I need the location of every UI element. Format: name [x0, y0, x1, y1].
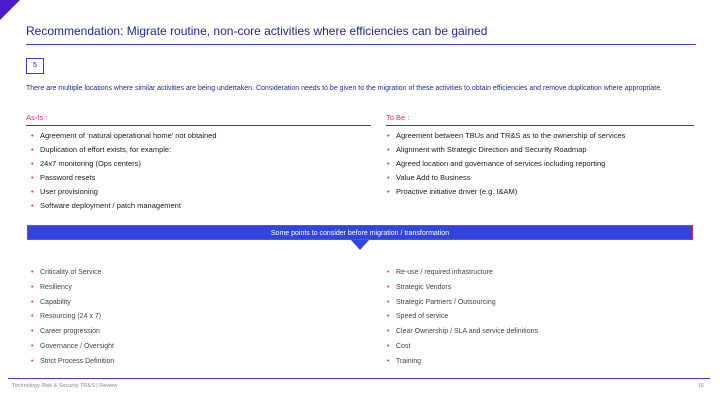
consideration-item: [386, 357, 538, 372]
consideration-text: Strategic Partners / Outsourcing: [396, 298, 496, 306]
consideration-text: Clear Ownership / SLA and service definitions: [396, 328, 539, 336]
bullet-icon: •: [31, 342, 34, 350]
as-is-item: [30, 131, 217, 145]
bullet-icon: •: [31, 173, 34, 183]
as-is-item: [30, 145, 217, 159]
corner-decoration: [0, 0, 20, 20]
footer-divider: [8, 378, 710, 379]
considerations-right-list: [386, 268, 538, 372]
to-be-item: [386, 159, 625, 173]
bullet-icon: •: [387, 357, 390, 365]
bullet-icon: •: [31, 328, 34, 336]
consideration-text: Speed of service: [396, 313, 449, 321]
footer-text: Technology Risk & Security TR&S | Review: [12, 383, 118, 389]
to-be-item-text: Agreed location and governance of services including reporting: [396, 159, 606, 169]
bullet-icon: •: [31, 201, 34, 211]
to-be-item-text: Alignment with Strategic Direction and Security Roadmap: [396, 145, 587, 155]
consideration-item: [30, 312, 114, 327]
to-be-item-text: Proactive initiative driver (e.g. I&AM): [396, 187, 518, 197]
page-number: 16: [697, 383, 704, 389]
bullet-icon: •: [31, 269, 34, 276]
page-title: Recommendation: Migrate routine, non-core activities where efficiencies can be gained: [26, 24, 488, 38]
as-is-item-text: Agreement of ‘natural operational home’ not obtained: [40, 131, 217, 140]
bullet-icon: •: [387, 187, 390, 197]
consideration-item: [30, 283, 114, 298]
as-is-list: [30, 131, 217, 216]
bullet-icon: •: [387, 145, 390, 155]
consideration-text: Criticality of Service: [40, 269, 102, 276]
consideration-item: [30, 298, 114, 313]
intro-text: There are multiple locations where similar activities are being undertaken. Consideration needs to be given to the migration of these activities to obtain efficiencies and remove duplication where appropriate.: [26, 85, 663, 92]
considerations-banner: Some points to consider before migration / transformation: [27, 225, 693, 240]
as-is-item-text: Software deployment / patch management: [40, 201, 181, 211]
consideration-item: [386, 327, 538, 342]
as-is-item: [30, 173, 217, 187]
bullet-icon: •: [387, 342, 390, 350]
to-be-item: [386, 173, 625, 187]
as-is-item-text: User provisioning: [40, 187, 98, 197]
bullet-icon: •: [387, 283, 390, 291]
consideration-text: Capability: [40, 298, 71, 306]
consideration-text: Re-use / required infrastructure: [396, 269, 493, 276]
consideration-text: Career progression: [40, 328, 100, 336]
banner-arrow-icon: [351, 240, 369, 250]
consideration-text: Cost: [396, 342, 411, 350]
consideration-item: [386, 298, 538, 313]
consideration-item: [386, 312, 538, 327]
bullet-icon: •: [31, 298, 34, 306]
consideration-text: Strategic Vendors: [396, 283, 452, 291]
as-is-item: [30, 187, 217, 201]
consideration-item: [30, 327, 114, 342]
consideration-item: [386, 342, 538, 357]
to-be-item-text: Agreement between TBUs and TR&S as to the ownership of services: [396, 131, 626, 140]
bullet-icon: •: [31, 187, 34, 197]
consideration-item: [30, 357, 114, 372]
bullet-icon: •: [387, 173, 390, 183]
as-is-item-text: Duplication of effort exists, for example:: [40, 145, 172, 155]
consideration-text: Governance / Oversight: [40, 342, 114, 350]
consideration-text: Resourcing (24 x 7): [40, 313, 102, 321]
bullet-icon: •: [387, 131, 390, 140]
consideration-item: [386, 268, 538, 283]
as-is-item-text: Password resets: [40, 173, 96, 183]
bullet-icon: •: [31, 145, 34, 155]
to-be-item-text: Value Add to Business: [396, 173, 471, 183]
to-be-item: [386, 145, 625, 159]
consideration-text: Training: [396, 357, 422, 365]
bullet-icon: •: [31, 313, 34, 321]
bullet-icon: •: [31, 357, 34, 365]
bullet-icon: •: [31, 131, 34, 140]
consideration-text: Strict Process Definition: [40, 357, 115, 365]
consideration-item: [386, 283, 538, 298]
bullet-icon: •: [387, 269, 390, 276]
as-is-item-text: 24x7 monitoring (Ops centers): [40, 159, 141, 169]
bullet-icon: •: [31, 159, 34, 169]
as-is-heading: As-Is :: [26, 112, 371, 126]
title-divider: [26, 44, 696, 45]
to-be-item: [386, 131, 625, 145]
bullet-icon: •: [387, 159, 390, 169]
consideration-text: Resiliency: [40, 283, 72, 291]
consideration-item: [30, 268, 114, 283]
as-is-item: [30, 201, 217, 215]
to-be-heading: To Be :: [386, 112, 694, 126]
to-be-list: [386, 131, 625, 201]
to-be-item: [386, 187, 625, 201]
considerations-left-list: [30, 268, 114, 372]
consideration-item: [30, 342, 114, 357]
as-is-item: [30, 159, 217, 173]
bullet-icon: •: [387, 328, 390, 336]
bullet-icon: •: [387, 298, 390, 306]
bullet-icon: •: [31, 283, 34, 291]
bullet-icon: •: [387, 313, 390, 321]
section-number: 5: [26, 58, 44, 74]
